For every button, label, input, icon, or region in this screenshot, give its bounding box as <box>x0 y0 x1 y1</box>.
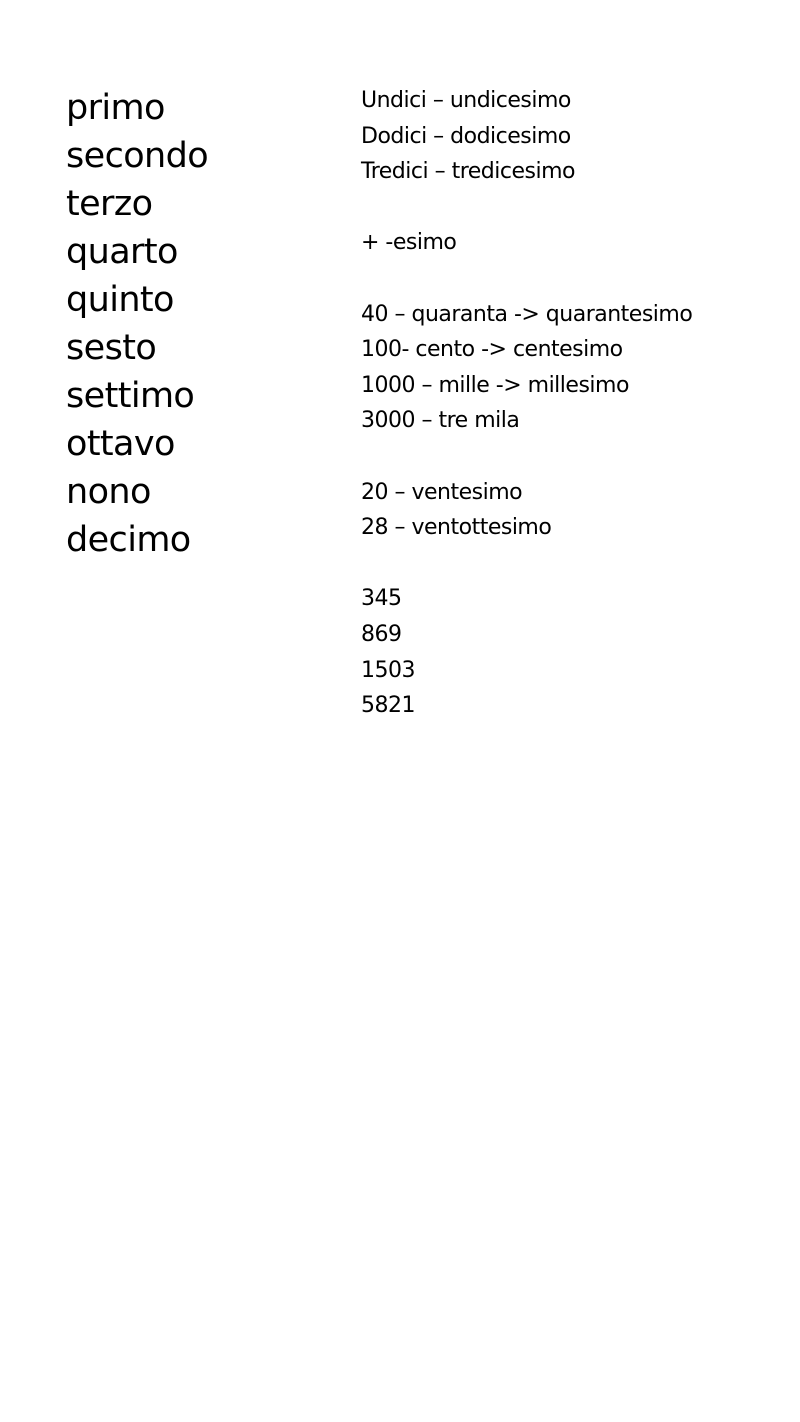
note-line: + -esimo <box>361 230 457 256</box>
ordinal-list <box>66 84 208 564</box>
note-line: 40 – quaranta -> quarantesimo <box>361 301 693 327</box>
spacer <box>361 546 791 582</box>
note-line: 100- cento -> centesimo <box>361 337 623 363</box>
ordinal-item: primo <box>66 88 165 128</box>
large-numbers-block <box>361 297 791 439</box>
suffix-block <box>361 225 791 261</box>
exercise-number: 345 <box>361 586 402 612</box>
ordinal-item: quinto <box>66 280 174 320</box>
note-line: 3000 – tre mila <box>361 408 520 434</box>
exercise-number: 1503 <box>361 657 415 683</box>
note-line: 20 – ventesimo <box>361 479 523 505</box>
spacer <box>361 261 791 297</box>
ordinal-item: settimo <box>66 376 195 416</box>
twenties-block <box>361 475 791 546</box>
spacer <box>361 439 791 475</box>
teens-block <box>361 83 791 190</box>
note-line: 1000 – mille -> millesimo <box>361 372 629 398</box>
exercise-number: 869 <box>361 621 402 647</box>
ordinal-item: quarto <box>66 232 178 272</box>
note-line: Dodici – dodicesimo <box>361 123 571 149</box>
ordinal-item: terzo <box>66 184 153 224</box>
ordinal-item: decimo <box>66 520 191 560</box>
ordinal-item: secondo <box>66 136 209 176</box>
ordinal-item: ottavo <box>66 424 175 464</box>
exercise-number: 5821 <box>361 693 415 719</box>
note-line: Undici – undicesimo <box>361 88 571 113</box>
notes-column <box>361 83 791 724</box>
ordinal-item: sesto <box>66 328 157 368</box>
spacer <box>361 190 791 226</box>
note-line: Tredici – tredicesimo <box>361 159 575 185</box>
note-line: 28 – ventottesimo <box>361 515 552 541</box>
ordinal-item: nono <box>66 472 151 512</box>
exercises-block <box>361 581 791 723</box>
